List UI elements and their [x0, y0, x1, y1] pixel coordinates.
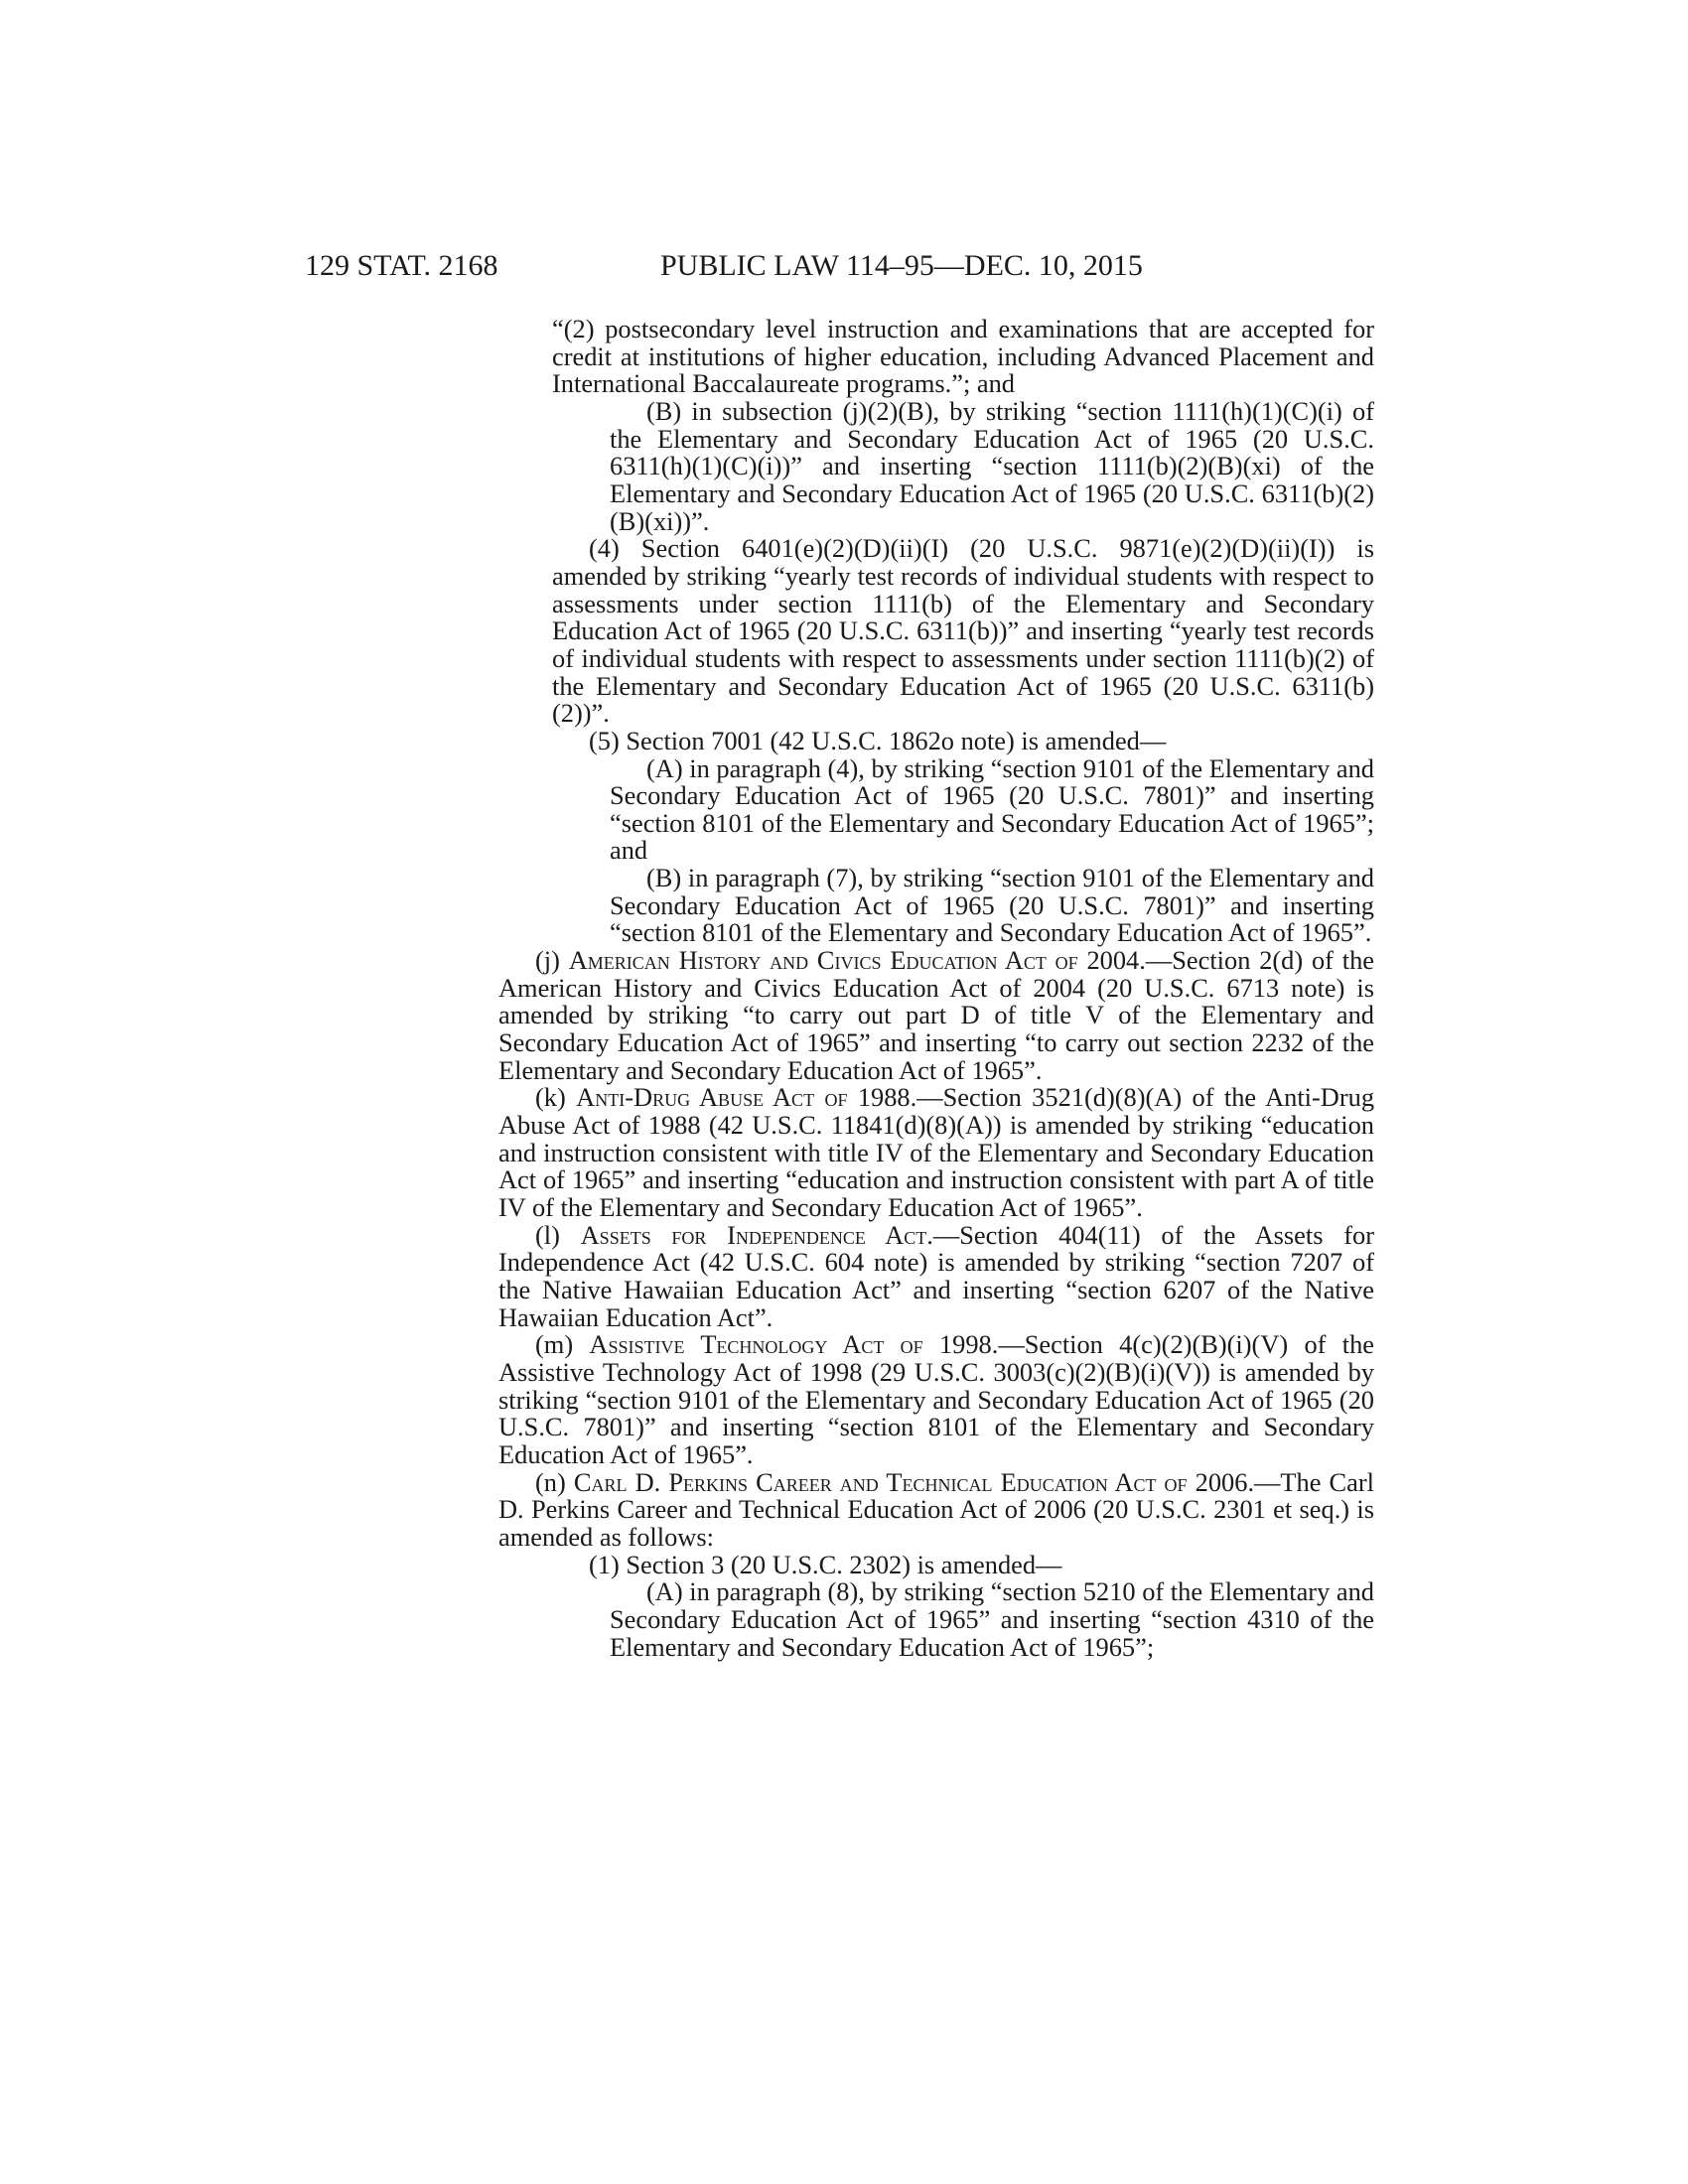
paragraph-5-a: (A) in paragraph (4), by striking “section 9101 of the Elementary and Secondary Education Act of 1965 (20 U.S.C. 7801)” and inserting “section 8101 of the Elementary and Secondary Education Act of 1965”; and	[610, 752, 1374, 866]
subsection-l-heading: Assets for Independence Act	[580, 1219, 927, 1250]
paragraph-5-b: (B) in paragraph (7), by striking “section 9101 of the Elementary and Secondary Education Act of 1965 (20 U.S.C. 7801)” and inserting “section 8101 of the Elementary and Secondary Education Act of 1965”.	[610, 863, 1374, 948]
subsection-m: (m) Assistive Technology Act of 1998.—Section 4(c)(2)(B)(i)(V) of the Assistive Technology Act of 1998 (29 U.S.C. 3003(c)(2)(B)(i)(V)) is amended by striking “section 9101 of the Elementary and Secondary Education Act of 1965 (20 U.S.C. 7801)” and inserting “section 8101 of the Elementary and Secondary Education Act of 1965”.	[498, 1329, 1374, 1469]
subsection-l: (l) Assets for Independence Act.—Section 404(11) of the Assets for Independence Act (42 U.S.C. 604 note) is amended by striking “section 7207 of the Native Hawaiian Education Act” and inserting “section 6207 of the Native Hawaiian Education Act”.	[498, 1219, 1374, 1332]
subsection-k-heading: Anti-Drug Abuse Act of 1988	[576, 1082, 911, 1113]
law-title: PUBLIC LAW 114–95—DEC. 10, 2015	[660, 249, 1143, 282]
paragraph-b-subsection-j: (B) in subsection (j)(2)(B), by striking “section 1111(h)(1)(C)(i) of the Elementary and Secondary Education Act of 1965 (20 U.S.C. 6311(h)(1)(C)(i))” and inserting “section 1111(b)(2)(B)(xi) of the Elementary and Secondary Education Act of 1965 (20 U.S.C. 6311(b)(2)(B)(xi))”.	[610, 395, 1374, 536]
stat-page-number: 129 STAT. 2168	[305, 249, 498, 282]
subsection-k: (k) Anti-Drug Abuse Act of 1988.—Section 3521(d)(8)(A) of the Anti-Drug Abuse Act of 1988 (42 U.S.C. 11841(d)(8)(A)) is amended by striking “education and instruction consistent with title IV of the Elementary and Secondary Education Act of 1965” and inserting “education and instruction consistent with part A of title IV of the Elementary and Secondary Education Act of 1965”.	[498, 1082, 1375, 1222]
subsection-n-paragraph-1-a: (A) in paragraph (8), by striking “section 5210 of the Elementary and Secondary Education Act of 1965” and inserting “section 4310 of the Elementary and Secondary Education Act of 1965”;	[610, 1576, 1374, 1662]
subsection-n: (n) Carl D. Perkins Career and Technical Education Act of 2006.—The Carl D. Perkins Career and Technical Education Act of 2006 (20 U.S.C. 2301 et seq.) is amended as follows:	[498, 1466, 1374, 1552]
subsection-j-heading: American History and Civics Education Act of 2004	[568, 945, 1140, 976]
paragraph-quoted-2: “(2) postsecondary level instruction and examinations that are accepted for credit at institutions of higher education, including Advanced Placement and International Baccalaureate programs.”; and	[552, 314, 1374, 399]
subsection-j: (j) American History and Civics Education Act of 2004.—Section 2(d) of the American History and Civics Education Act of 2004 (20 U.S.C. 6713 note) is amended by striking “to carry out part D of title V of the Elementary and Secondary Education Act of 1965” and inserting “to carry out section 2232 of the Elementary and Secondary Education Act of 1965”.	[498, 945, 1374, 1085]
law-text-body	[498, 316, 1374, 1661]
paragraph-5: (5) Section 7001 (42 U.S.C. 1862o note) is amended—	[589, 725, 1167, 755]
subsection-n-heading: Carl D. Perkins Career and Technical Education Act of 2006	[573, 1466, 1248, 1497]
subsection-m-heading: Assistive Technology Act of 1998	[589, 1329, 992, 1360]
page-header	[0, 246, 1688, 286]
subsection-n-paragraph-1: (1) Section 3 (20 U.S.C. 2302) is amended—	[589, 1549, 1062, 1579]
paragraph-4: (4) Section 6401(e)(2)(D)(ii)(I) (20 U.S.C. 9871(e)(2)(D)(ii)(I)) is amended by striking “yearly test records of individual students with respect to assessments under section 1111(b) of the Elementary and Secondary Education Act of 1965 (20 U.S.C. 6311(b))” and inserting “yearly test records of individual students with respect to assessments under section 1111(b)(2) of the Elementary and Secondary Education Act of 1965 (20 U.S.C. 6311(b)(2))”.	[552, 533, 1374, 729]
